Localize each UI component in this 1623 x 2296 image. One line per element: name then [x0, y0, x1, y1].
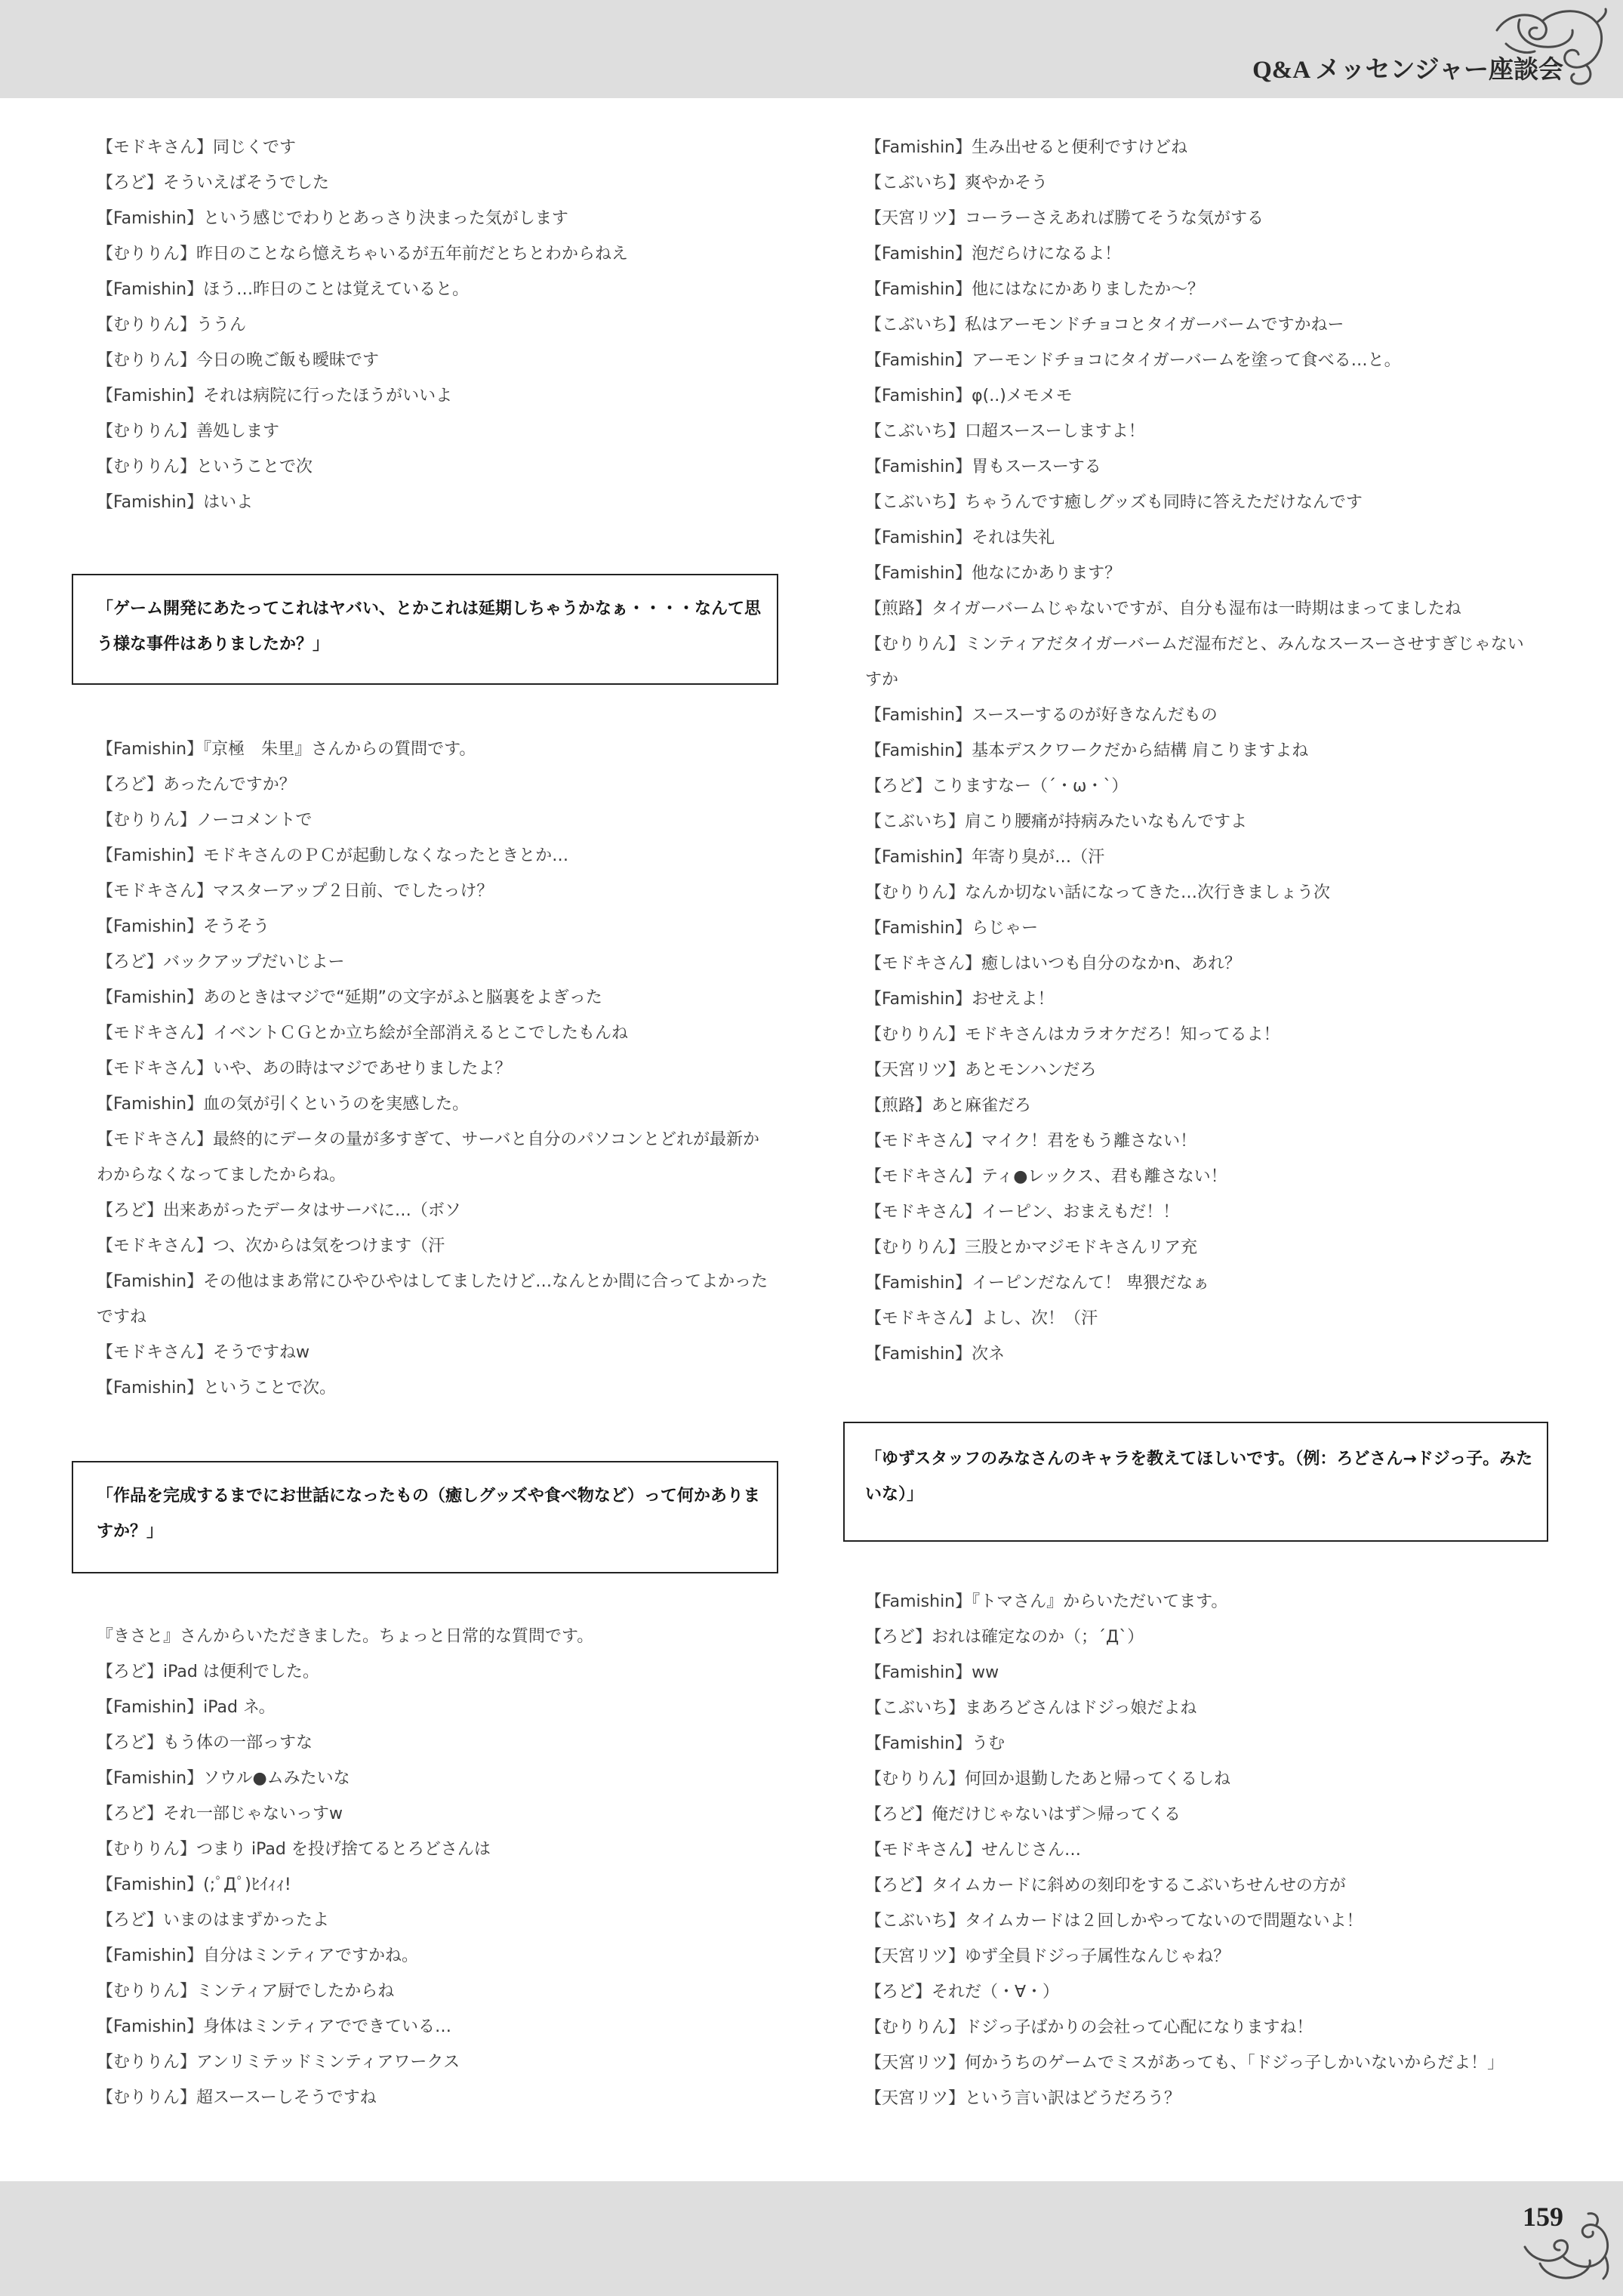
- dialogue-line: 【Famishin】血の気が引くというのを実感した。: [97, 1095, 470, 1114]
- dialogue-line: 【Famishin】そうそう: [97, 917, 270, 936]
- dialogue-line: 【Famishin】『京極 朱里』さんからの質問です。: [97, 740, 476, 759]
- dialogue-line: 【Famishin】年寄り臭が…（汗: [865, 848, 1105, 867]
- dialogue-line: 【むりりん】昨日のことなら憶えちゃいるが五年前だとちとわからねえ: [97, 245, 629, 264]
- dialogue-line: 【Famishin】他にはなにかありましたか〜？: [865, 280, 1205, 299]
- dialogue-line: 【Famishin】『トマさん』からいただいてます。: [865, 1592, 1228, 1611]
- dialogue-line: 【Famishin】おせえよ！: [865, 990, 1055, 1009]
- dialogue-line: 【むりりん】超スースーしそうですね: [97, 2088, 377, 2107]
- dialogue-line: 【ろど】あったんですか？: [97, 775, 296, 794]
- dialogue-line: 【Famishin】それは病院に行ったほうがいいよ: [97, 387, 453, 405]
- dialogue-line: 【ろど】タイムカードに斜めの刻印をするこぶいちせんせの方が: [865, 1876, 1346, 1895]
- question-line: う様な事件はありましたか？」: [97, 634, 330, 654]
- dialogue-line: 【煎路】あと麻雀だろ: [865, 1096, 1032, 1115]
- dialogue-line: 【モドキさん】よし、次！（汗: [865, 1309, 1098, 1328]
- dialogue-section: [97, 1619, 776, 2116]
- page-title: Q&A メッセンジャー座談会: [1252, 57, 1563, 84]
- dialogue-line: 【むりりん】ドジっ子ばかりの会社って心配になりますね！: [865, 2018, 1313, 2037]
- dialogue-line: 【Famishin】ほう…昨日のことは覚えていると。: [97, 280, 470, 299]
- swirl-ornament-icon: [1517, 2211, 1612, 2286]
- question-box: [72, 574, 778, 685]
- dialogue-line: 【Famishin】ソウル●ムみたいな: [97, 1769, 350, 1788]
- dialogue-line: 【天宮リツ】何かうちのゲームでミスがあっても、「ドジっ子しかいないからだよ！」: [865, 2054, 1504, 2073]
- dialogue-line: 【むりりん】ということで次: [97, 458, 313, 476]
- dialogue-line: 【Famishin】イーピンだなんて！ 卑猥だなぁ: [865, 1274, 1210, 1293]
- dialogue-line: 【Famishin】はいよ: [97, 493, 254, 512]
- dialogue-line: 【ろど】おれは確定なのか（；´Д`）: [865, 1628, 1144, 1647]
- dialogue-line: 【Famishin】泡だらけになるよ！: [865, 245, 1122, 264]
- question-box: [72, 1461, 778, 1573]
- dialogue-line: 【Famishin】(;ﾟДﾟ)ﾋｲｨｨ!: [97, 1875, 291, 1894]
- dialogue-line: 【Famishin】うむ: [865, 1734, 1006, 1753]
- dialogue-line: 【こぶいち】ちゃうんです癒しグッズも同時に答えただけなんです: [865, 493, 1363, 512]
- dialogue-section: [865, 1584, 1560, 2116]
- dialogue-line: 【こぶいち】私はアーモンドチョコとタイガーバームですかねー: [865, 316, 1344, 334]
- dialogue-line: 【こぶいち】まあろどさんはドジっ娘だよね: [865, 1699, 1197, 1718]
- dialogue-line: 【Famishin】ということで次。: [97, 1379, 337, 1398]
- question-box: [843, 1422, 1548, 1542]
- dialogue-line: 【ろど】いまのはまずかったよ: [97, 1911, 330, 1930]
- dialogue-line: 【モドキさん】つ、次からは気をつけます（汗: [97, 1237, 445, 1256]
- dialogue-line: 【Famishin】アーモンドチョコにタイガーバームを塗って食べる…と。: [865, 351, 1401, 370]
- dialogue-line: 【ろど】もう体の一部っすな: [97, 1734, 313, 1752]
- question-line: 「ゆずスタッフのみなさんのキャラを教えてほしいです。（例：ろどさん→ドジっ子。みた: [865, 1450, 1533, 1469]
- dialogue-line: 【むりりん】ううん: [97, 316, 247, 334]
- dialogue-line: すか: [865, 670, 899, 689]
- dialogue-line: 【モドキさん】マイク！君をもう離さない！: [865, 1132, 1197, 1151]
- dialogue-line: 【ろど】それ一部じゃないっすw: [97, 1804, 343, 1823]
- dialogue-line: 【ろど】そういえばそうでした: [97, 174, 330, 193]
- dialogue-line: 【むりりん】なんか切ない話になってきた…次行きましょう次: [865, 883, 1331, 902]
- dialogue-line: 【煎路】タイガーバームじゃないですが、自分も湿布は一時期はまってましたね: [865, 599, 1461, 618]
- question-line: 「作品を完成するまでにお世話になったもの（癒しグッズや食べ物など）って何かありま: [97, 1487, 760, 1505]
- dialogue-line: 【こぶいち】タイムカードは２回しかやってないので問題ないよ！: [865, 1912, 1363, 1931]
- dialogue-line: 【むりりん】つまり iPad を投げ捨てるとろどさんは: [97, 1840, 491, 1859]
- dialogue-section: [97, 130, 776, 520]
- dialogue-line: 【むりりん】何回か退勤したあと帰ってくるしね: [865, 1770, 1231, 1789]
- dialogue-line: 【モドキさん】マスターアップ２日前、でしたっけ？: [97, 882, 494, 901]
- dialogue-section: [865, 130, 1560, 1372]
- dialogue-line: 【ろど】バックアップだいじよー: [97, 953, 345, 972]
- dialogue-line: 【モドキさん】イベントＣＧとか立ち絵が全部消えるとこでしたもんね: [97, 1024, 629, 1043]
- question-line: 「ゲーム開発にあたってこれはヤバい、とかこれは延期しちゃうかなぁ・・・・なんて思: [97, 599, 762, 618]
- dialogue-line: 【むりりん】今日の晩ご飯も曖昧です: [97, 351, 380, 370]
- dialogue-line: 【こぶいち】爽やかそう: [865, 174, 1049, 193]
- dialogue-line: 【Famishin】生み出せると便利ですけどね: [865, 138, 1188, 157]
- dialogue-line: 【Famishin】他なにかあります？: [865, 564, 1122, 583]
- dialogue-line: 【モドキさん】そうですねw: [97, 1343, 310, 1362]
- dialogue-line: 【Famishin】身体はミンティアでできている…: [97, 2017, 452, 2036]
- dialogue-line: 【こぶいち】口超スースーしますよ！: [865, 422, 1145, 441]
- dialogue-line: 【ろど】こりますなー（´・ω・`）: [865, 777, 1129, 796]
- dialogue-line: 【天宮リツ】あとモンハンだろ: [865, 1061, 1097, 1080]
- dialogue-line: 【モドキさん】イーピン、おまえもだ！！: [865, 1203, 1180, 1222]
- question-line: いな）」: [865, 1484, 924, 1504]
- dialogue-line: 【Famishin】φ(..)メモメモ: [865, 387, 1073, 405]
- swirl-ornament-icon: [1491, 5, 1612, 89]
- dialogue-line: 【天宮リツ】という言い訳はどうだろう？: [865, 2089, 1181, 2108]
- dialogue-line: 【モドキさん】いや、あの時はマジであせりましたよ？: [97, 1059, 512, 1078]
- dialogue-line: 【モドキさん】同じくです: [97, 138, 297, 157]
- dialogue-line: 【ろど】出来あがったデータはサーバに…（ボソ: [97, 1201, 461, 1220]
- dialogue-line: わからなくなってましたからね。: [97, 1166, 346, 1185]
- dialogue-line: 【Famishin】次ネ: [865, 1345, 1006, 1364]
- dialogue-line: 【モドキさん】せんじさん…: [865, 1841, 1082, 1860]
- dialogue-line: ですね: [97, 1308, 147, 1327]
- dialogue-line: 【モドキさん】癒しはいつも自分のなかn、あれ？: [865, 954, 1241, 973]
- dialogue-line: 【ろど】俺だけじゃないはず＞帰ってくる: [865, 1805, 1181, 1824]
- page-number: 159: [1523, 2202, 1563, 2232]
- dialogue-line: 【Famishin】それは失礼: [865, 529, 1055, 547]
- dialogue-line: 【Famishin】iPad ネ。: [97, 1698, 276, 1717]
- dialogue-line: 【こぶいち】肩こり腰痛が持病みたいなもんですよ: [865, 812, 1248, 831]
- dialogue-line: 【Famishin】モドキさんのＰＣが起動しなくなったときとか…: [97, 846, 569, 865]
- dialogue-line: 『きさと』さんからいただきました。ちょっと日常的な質問です。: [97, 1627, 594, 1646]
- dialogue-line: 【むりりん】ミンティア厨でしたからね: [97, 1982, 395, 2001]
- dialogue-line: 【モドキさん】最終的にデータの量が多すぎて、サーバと自分のパソコンとどれが最新か: [97, 1130, 760, 1149]
- dialogue-line: 【Famishin】自分はミンティアですかね。: [97, 1946, 419, 1965]
- page-footer: [0, 2181, 1623, 2296]
- dialogue-line: 【天宮リツ】ゆず全員ドジっ子属性なんじゃね？: [865, 1947, 1230, 1966]
- dialogue-line: 【モドキさん】ティ●レックス、君も離さない！: [865, 1167, 1227, 1186]
- question-line: すか？」: [97, 1521, 164, 1541]
- dialogue-line: 【Famishin】ww: [865, 1663, 999, 1682]
- dialogue-line: 【むりりん】アンリミテッドミンティアワークス: [97, 2053, 460, 2072]
- dialogue-line: 【ろど】iPad は便利でした。: [97, 1663, 319, 1681]
- dialogue-line: 【むりりん】ノーコメントで: [97, 811, 313, 830]
- dialogue-line: 【むりりん】ミンティアだタイガーバームだ湿布だと、みんなスースーさせすぎじゃない: [865, 635, 1524, 654]
- dialogue-line: 【天宮リツ】コーラーさえあれば勝てそうな気がする: [865, 209, 1264, 228]
- dialogue-line: 【Famishin】らじゃー: [865, 919, 1039, 938]
- dialogue-line: 【むりりん】三股とかマジモドキさんリア充: [865, 1238, 1198, 1257]
- dialogue-line: 【ろど】それだ（・∀・）: [865, 1983, 1060, 2002]
- dialogue-line: 【むりりん】モドキさんはカラオケだろ！知ってるよ！: [865, 1025, 1280, 1044]
- dialogue-line: 【むりりん】善処します: [97, 422, 280, 441]
- dialogue-section: [97, 732, 776, 1406]
- dialogue-line: 【Famishin】基本デスクワークだから結構 肩こりますよね: [865, 741, 1309, 760]
- dialogue-line: 【Famishin】胃もスースーする: [865, 458, 1101, 476]
- dialogue-line: 【Famishin】という感じでわりとあっさり決まった気がします: [97, 209, 568, 228]
- dialogue-line: 【Famishin】スースーするのが好きなんだもの: [865, 706, 1218, 725]
- dialogue-line: 【Famishin】あのときはマジで“延期”の文字がふと脳裏をよぎった: [97, 988, 602, 1007]
- dialogue-line: 【Famishin】その他はまあ常にひやひやはしてましたけど…なんとか間に合ってよかった: [97, 1272, 768, 1291]
